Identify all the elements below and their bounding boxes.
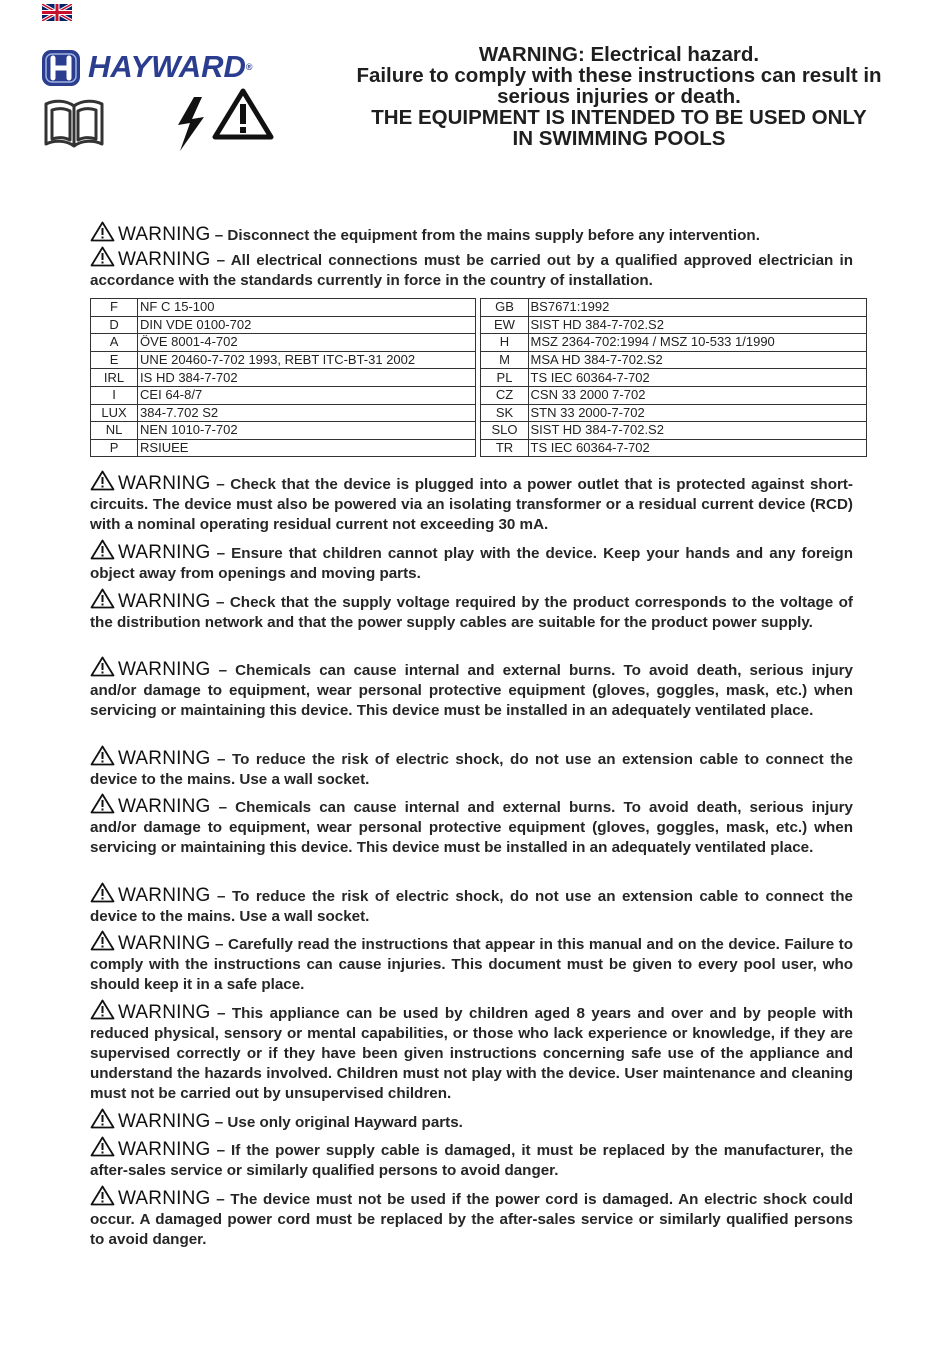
standard-cell: BS7671:1992 xyxy=(528,299,866,317)
country-code-cell: F xyxy=(91,299,138,317)
country-code-cell: M xyxy=(481,351,528,369)
warning-keyword: WARNING xyxy=(118,748,211,769)
warning-paragraph xyxy=(90,1185,853,1250)
warning-text: – Check that the device is plugged into a power outlet that is protected against short-circuits. The device must also be powered via an isolating transformer or a residual current device (RCD) with a nominal operating residual current not exceeding 30 mA. xyxy=(90,476,853,533)
warning-triangle-icon xyxy=(90,246,115,267)
country-code-cell: A xyxy=(91,334,138,352)
warning-text: – The device must not be used if the power cord is damaged. An electric shock could occur. A damaged power cord must be replaced by the after-sales service or similarly qualified persons to avoid danger. xyxy=(90,1191,853,1248)
country-code-cell: PL xyxy=(481,369,528,387)
warning-paragraph xyxy=(90,221,853,246)
warning-keyword: WARNING xyxy=(118,1188,211,1209)
warning-triangle-icon xyxy=(212,88,274,140)
country-code-cell: SLO xyxy=(481,422,528,440)
header-line: THE EQUIPMENT IS INTENDED TO BE USED ONLY xyxy=(371,106,867,129)
warning-text: – To reduce the risk of electric shock, do not use an extension cable to connect the device to the mains. Use a wall socket. xyxy=(90,751,853,788)
country-code-cell: IRL xyxy=(91,369,138,387)
warning-paragraph xyxy=(90,588,853,633)
warning-triangle-icon xyxy=(90,1136,115,1157)
lightning-bolt-icon xyxy=(170,95,210,153)
warning-text: – Carefully read the instructions that appear in this manual and on the device. Failure to comply with the instructions can cause injuries. This document must be given to every pool user, who should keep it in a safe place. xyxy=(90,936,853,993)
warning-paragraph xyxy=(90,1136,853,1181)
warning-paragraph xyxy=(90,246,853,291)
standard-cell: CEI 64-8/7 xyxy=(138,386,476,404)
warning-triangle-icon xyxy=(90,882,115,903)
warning-triangle-icon xyxy=(90,656,115,677)
country-code-cell: CZ xyxy=(481,386,528,404)
warning-text: – All electrical connections must be carried out by a qualified approved electrician in accordance with the standards currently in force in the country of installation. xyxy=(90,252,853,289)
warning-keyword: WARNING xyxy=(118,224,211,245)
open-book-icon xyxy=(42,96,106,150)
warning-text: – This appliance can be used by children aged 8 years and over and by people with reduced physical, sensory or mental capabilities, or those who lack experience or knowledge, if they are supervised correctly or if they have been given instructions concerning safe use of the appliance and understand the hazards involved. Children must not play with the device. User maintenance and cleaning must not be carried out by unsupervised children. xyxy=(90,1005,853,1102)
table-row xyxy=(91,386,867,404)
table-row xyxy=(91,299,867,317)
standard-cell: RSIUEE xyxy=(138,439,476,457)
warning-triangle-icon xyxy=(90,470,115,491)
warning-triangle-icon xyxy=(90,221,115,242)
warning-keyword: WARNING xyxy=(118,796,211,817)
table-row xyxy=(91,351,867,369)
warning-keyword: WARNING xyxy=(118,1139,211,1160)
standard-cell: ÖVE 8001-4-702 xyxy=(138,334,476,352)
warning-triangle-icon xyxy=(90,1185,115,1206)
table-row xyxy=(91,439,867,457)
warning-triangle-icon xyxy=(90,999,115,1020)
warning-triangle-icon xyxy=(90,793,115,814)
table-row xyxy=(91,369,867,387)
country-code-cell: GB xyxy=(481,299,528,317)
header-line: WARNING: Electrical hazard. xyxy=(478,43,760,66)
standard-cell: CSN 33 2000 7-702 xyxy=(528,386,866,404)
warning-paragraph xyxy=(90,470,853,535)
country-code-cell: EW xyxy=(481,316,528,334)
standard-cell: IS HD 384-7-702 xyxy=(138,369,476,387)
warning-keyword: WARNING xyxy=(118,542,211,563)
standard-cell: NF C 15-100 xyxy=(138,299,476,317)
table-row xyxy=(91,422,867,440)
country-code-cell: TR xyxy=(481,439,528,457)
warning-text: – Use only original Hayward parts. xyxy=(214,1114,463,1131)
standard-cell: TS IEC 60364-7-702 xyxy=(528,369,866,387)
warning-text: – Chemicals can cause internal and external burns. To avoid death, serious injury and/or damage to equipment, wear personal protective equipment (gloves, goggles, mask, etc.) when servicing or maintaining this device. This device must be installed in an adequately ventilated place. xyxy=(90,799,853,856)
warning-keyword: WARNING xyxy=(118,1111,211,1132)
standard-cell: 384-7.702 S2 xyxy=(138,404,476,422)
warning-triangle-icon xyxy=(90,745,115,766)
warning-keyword: WARNING xyxy=(118,659,211,680)
warning-paragraph xyxy=(90,999,853,1104)
warning-text: – Disconnect the equipment from the mains supply before any intervention. xyxy=(214,227,760,244)
standard-cell: MSZ 2364-702:1994 / MSZ 10-533 1/1990 xyxy=(528,334,866,352)
header-line: IN SWIMMING POOLS xyxy=(512,127,726,150)
warning-text: – Chemicals can cause internal and external burns. To avoid death, serious injury and/or damage to equipment, wear personal protective equipment (gloves, goggles, mask, etc.) when servicing or maintaining this device. This device must be installed in an adequately ventilated place. xyxy=(90,662,853,719)
table-row xyxy=(91,316,867,334)
country-code-cell: E xyxy=(91,351,138,369)
warning-text: – If the power supply cable is damaged, it must be replaced by the manufacturer, the after-sales service or similarly qualified persons to avoid danger. xyxy=(90,1142,853,1179)
standard-cell: SIST HD 384-7-702.S2 xyxy=(528,316,866,334)
country-code-cell: NL xyxy=(91,422,138,440)
header-line: Failure to comply with these instructions can result in xyxy=(356,64,882,87)
country-code-cell: D xyxy=(91,316,138,334)
warning-paragraph xyxy=(90,930,853,995)
table-row xyxy=(91,334,867,352)
warning-triangle-icon xyxy=(90,1108,115,1129)
warning-triangle-icon xyxy=(90,930,115,951)
warning-text: – Check that the supply voltage required by the product corresponds to the voltage of the distribution network and that the power supply cables are suitable for the product power supply. xyxy=(90,594,853,631)
standard-cell: NEN 1010-7-702 xyxy=(138,422,476,440)
standard-cell: UNE 20460-7-702 1993, REBT ITC-BT-31 2002 xyxy=(138,351,476,369)
country-code-cell: I xyxy=(91,386,138,404)
country-code-cell: H xyxy=(481,334,528,352)
warning-paragraph xyxy=(90,745,853,790)
standards-table xyxy=(90,298,867,457)
warning-keyword: WARNING xyxy=(118,1002,211,1023)
uk-flag-icon xyxy=(42,4,72,21)
table-row xyxy=(91,404,867,422)
warning-text: – Ensure that children cannot play with the device. Keep your hands and any foreign object away from openings and moving parts. xyxy=(90,545,853,582)
warning-keyword: WARNING xyxy=(118,591,211,612)
warning-triangle-icon xyxy=(90,539,115,560)
standard-cell: STN 33 2000-7-702 xyxy=(528,404,866,422)
warning-keyword: WARNING xyxy=(118,933,211,954)
warning-keyword: WARNING xyxy=(118,473,211,494)
warning-paragraph xyxy=(90,882,853,927)
country-code-cell: SK xyxy=(481,404,528,422)
warning-keyword: WARNING xyxy=(118,885,211,906)
warning-text: – To reduce the risk of electric shock, do not use an extension cable to connect the device to the mains. Use a wall socket. xyxy=(90,888,853,925)
warning-paragraph xyxy=(90,1108,853,1133)
warning-keyword: WARNING xyxy=(118,249,211,270)
standard-cell: DIN VDE 0100-702 xyxy=(138,316,476,334)
standard-cell: TS IEC 60364-7-702 xyxy=(528,439,866,457)
standard-cell: SIST HD 384-7-702.S2 xyxy=(528,422,866,440)
warning-triangle-icon xyxy=(90,588,115,609)
country-code-cell: LUX xyxy=(91,404,138,422)
hazard-header xyxy=(340,44,898,149)
brand-name: HAYWARD® xyxy=(88,49,253,84)
standard-cell: MSA HD 384-7-702.S2 xyxy=(528,351,866,369)
country-code-cell: P xyxy=(91,439,138,457)
warning-paragraph xyxy=(90,656,853,721)
warning-paragraph xyxy=(90,539,853,584)
warning-paragraph xyxy=(90,793,853,858)
header-line: serious injuries or death. xyxy=(497,85,741,108)
